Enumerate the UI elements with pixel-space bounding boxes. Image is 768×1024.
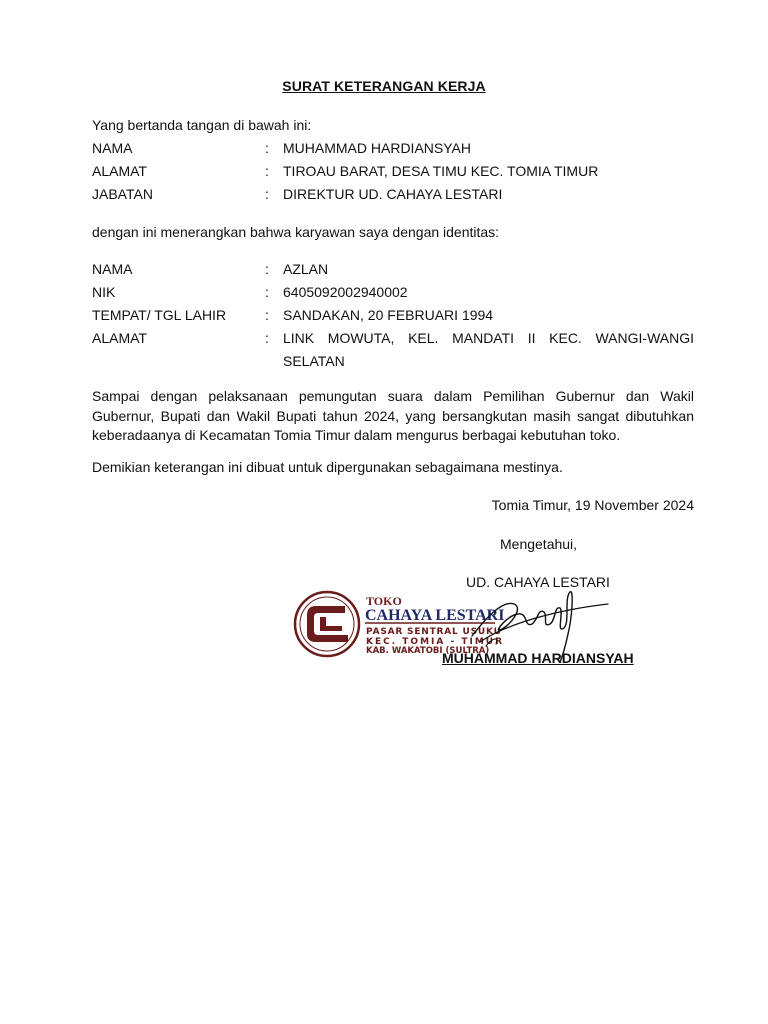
field-value: SANDAKAN, 20 FEBRUARI 1994	[283, 307, 494, 323]
field-label: NIK	[92, 284, 116, 300]
field-value: TIROAU BARAT, DESA TIMU KEC. TOMIA TIMUR	[283, 163, 599, 179]
stamp-line4: KEC. TOMIA - TIMUR	[366, 637, 505, 647]
field-colon: :	[265, 140, 269, 156]
employee-row-birth	[92, 307, 694, 327]
field-colon: :	[265, 307, 269, 323]
company-name: UD. CAHAYA LESTARI	[466, 574, 610, 590]
field-label: ALAMAT	[92, 163, 147, 179]
field-value: AZLAN	[283, 261, 329, 277]
stamp-line3: PASAR SENTRAL USUKU	[366, 627, 502, 637]
signer-row-name	[92, 140, 694, 160]
stamp-line5: KAB. WAKATOBI (SULTRA)	[366, 646, 490, 656]
closing-text: Demikian keterangan ini dibuat untuk dipergunakan sebagaimana mestinya.	[92, 459, 563, 475]
field-value: 6405092002940002	[283, 284, 408, 300]
signer-row-address	[92, 163, 694, 183]
stamp-line1: TOKO	[366, 594, 402, 608]
field-value: LINK MOWUTA, KEL. MANDATI II KEC. WANGI-WANGI SELATAN	[283, 330, 694, 369]
field-colon: :	[265, 261, 269, 277]
field-colon: :	[265, 284, 269, 300]
place-date: Tomia Timur, 19 November 2024	[491, 497, 694, 513]
employee-row-address	[92, 330, 694, 376]
acknowledged-label: Mengetahui,	[500, 536, 578, 552]
field-label: NAMA	[92, 261, 133, 277]
stamp-line2: CAHAYA LESTARI	[365, 607, 505, 624]
signer-row-position	[92, 186, 694, 206]
employee-row-name	[92, 261, 694, 281]
intro-text: Yang bertanda tangan di bawah ini:	[92, 117, 312, 133]
employee-row-nik	[92, 284, 694, 304]
field-value: DIREKTUR UD. CAHAYA LESTARI	[283, 186, 503, 202]
signatory-name: MUHAMMAD HARDIANSYAH	[442, 650, 634, 666]
field-label: ALAMAT	[92, 330, 147, 346]
field-value: MUHAMMAD HARDIANSYAH	[283, 140, 471, 156]
field-label: NAMA	[92, 140, 133, 156]
field-colon: :	[265, 163, 269, 179]
statement-text: dengan ini menerangkan bahwa karyawan saya dengan identitas:	[92, 224, 500, 240]
field-colon: :	[265, 186, 269, 202]
letter-title: SURAT KETERANGAN KERJA	[282, 78, 486, 94]
field-colon: :	[265, 330, 269, 346]
field-label: JABATAN	[92, 186, 153, 202]
body-paragraph: Sampai dengan pelaksanaan pemungutan suara dalam Pemilihan Gubernur dan Wakil Gubernur, Bupati dan Wakil Bupati tahun 2024, yang bersangkutan masih sangat dibutuhkan keberadaanya di Kecamatan Tomia Timur dalam mengurus berbagai kebutuhan toko.	[92, 388, 694, 443]
field-label: TEMPAT/ TGL LAHIR	[92, 307, 227, 323]
